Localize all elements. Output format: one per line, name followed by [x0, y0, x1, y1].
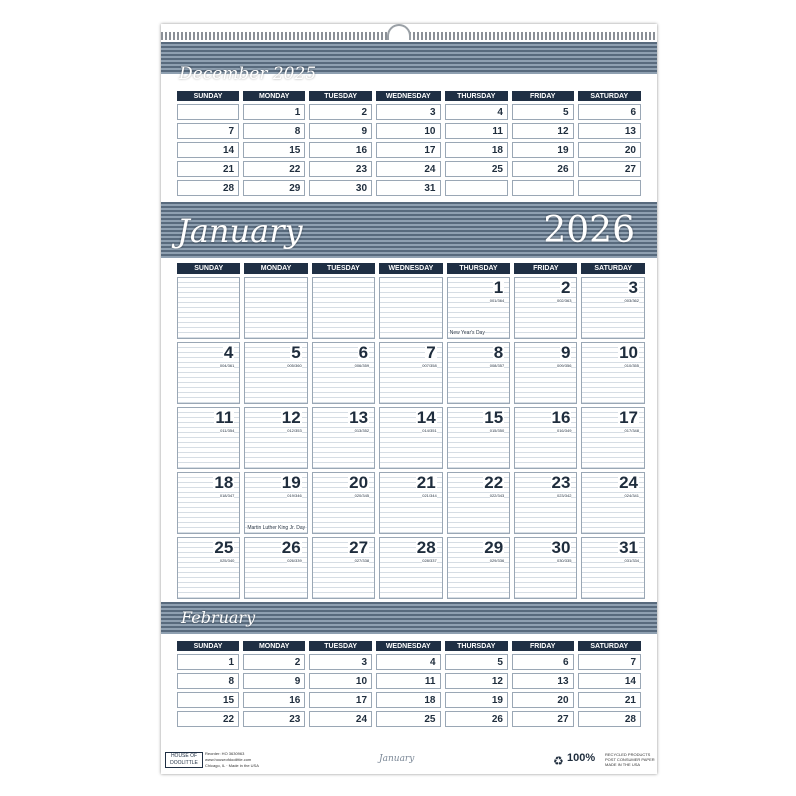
february-day-cell: 22 [177, 711, 239, 727]
december-day-cell: 15 [243, 142, 305, 158]
january-day-cell [379, 537, 443, 599]
day-of-year: 022/343 [489, 493, 505, 498]
february-day-cell: 19 [445, 692, 508, 708]
january-title: January [177, 212, 303, 250]
december-weekday-header: THURSDAY [445, 91, 508, 101]
day-of-year: 027/338 [354, 558, 370, 563]
footer-info [205, 751, 259, 769]
february-day-cell: 1 [177, 654, 239, 670]
january-day-cell [177, 342, 240, 404]
january-day-cell [312, 407, 375, 469]
january-day-cell [244, 342, 307, 404]
february-weekday-header: THURSDAY [445, 641, 508, 651]
day-of-year: 013/352 [354, 428, 370, 433]
february-day-cell: 14 [578, 673, 641, 689]
february-week-row [177, 692, 641, 708]
recycle-percent: 100% [567, 752, 596, 764]
february-weekday-header: TUESDAY [309, 641, 372, 651]
january-weekday-header: MONDAY [244, 263, 307, 274]
february-day-cell: 4 [376, 654, 440, 670]
january-week-row [177, 537, 645, 599]
february-day-cell: 12 [445, 673, 508, 689]
december-day-cell: 14 [177, 142, 239, 158]
day-of-year: 028/337 [422, 558, 437, 563]
day-number: 14 [416, 408, 436, 427]
day-number: 24 [619, 473, 638, 492]
december-day-cell [512, 180, 574, 196]
day-of-year: 018/347 [219, 493, 235, 498]
day-number: 28 [416, 538, 436, 557]
day-of-year: 017/348 [624, 428, 639, 433]
day-number: 11 [215, 408, 234, 427]
february-week-row [177, 711, 641, 727]
january-day-cell [312, 277, 375, 339]
february-day-cell: 17 [309, 692, 372, 708]
january-week-row [177, 407, 645, 469]
december-weekday-header: MONDAY [243, 91, 305, 101]
december-title: December 2025 [179, 64, 317, 84]
day-number: 17 [619, 408, 638, 427]
day-of-year: 009/356 [556, 363, 572, 368]
day-number: 20 [349, 473, 369, 492]
footer-info-line: www.houseofdoolittle.com [205, 757, 252, 762]
day-number: 2 [560, 278, 571, 297]
day-number: 1 [493, 278, 504, 297]
day-of-year: 001/364 [489, 298, 505, 303]
february-day-cell: 3 [309, 654, 372, 670]
december-day-cell: 25 [445, 161, 508, 177]
january-day-cell [312, 472, 375, 534]
day-number: 25 [214, 538, 234, 557]
december-day-cell: 11 [445, 123, 508, 139]
december-day-cell: 16 [309, 142, 372, 158]
day-of-year: 020/345 [354, 493, 370, 498]
december-week-row [177, 161, 641, 177]
day-number: 23 [551, 473, 571, 492]
december-day-cell: 5 [512, 104, 574, 120]
february-day-cell: 5 [445, 654, 508, 670]
day-number: 31 [619, 538, 638, 557]
december-day-cell: 22 [243, 161, 305, 177]
day-number: 8 [493, 343, 504, 362]
day-number: 29 [484, 538, 504, 557]
december-day-cell: 29 [243, 180, 305, 196]
january-day-cell [379, 407, 443, 469]
hanger-icon [387, 24, 411, 40]
january-day-cell [379, 472, 443, 534]
december-day-cell: 10 [376, 123, 440, 139]
january-day-cell [447, 342, 511, 404]
day-number: 13 [349, 408, 369, 427]
december-day-cell: 28 [177, 180, 239, 196]
february-day-cell: 13 [512, 673, 574, 689]
december-day-cell: 20 [578, 142, 641, 158]
day-of-year: 012/353 [287, 428, 302, 433]
day-of-year: 008/357 [489, 363, 505, 368]
december-day-cell: 13 [578, 123, 641, 139]
january-day-cell [447, 537, 511, 599]
december-weekday-header: WEDNESDAY [376, 91, 440, 101]
february-day-cell: 7 [578, 654, 641, 670]
december-day-cell [177, 104, 239, 120]
day-of-year: 014/351 [422, 428, 437, 433]
february-day-cell: 18 [376, 692, 440, 708]
december-day-cell: 27 [578, 161, 641, 177]
day-of-year: 002/363 [556, 298, 572, 303]
day-number: 7 [426, 343, 436, 362]
december-day-cell: 3 [376, 104, 440, 120]
january-day-cell [581, 407, 645, 469]
day-of-year: 007/358 [422, 363, 437, 368]
february-day-cell: 2 [243, 654, 305, 670]
february-weekday-header: FRIDAY [512, 641, 574, 651]
january-day-cell [244, 277, 307, 339]
day-of-year: 030/335 [556, 558, 572, 563]
january-day-cell [244, 472, 307, 534]
february-week-row [177, 673, 641, 689]
january-day-cell [514, 407, 577, 469]
december-day-cell [445, 180, 508, 196]
december-week-row [177, 104, 641, 120]
february-weekday-header: SATURDAY [578, 641, 641, 651]
day-number: 10 [619, 343, 638, 362]
january-day-cell [514, 537, 577, 599]
january-day-cell [177, 277, 240, 339]
january-day-cell [312, 342, 375, 404]
holiday-label: Martin Luther King Jr. Day [247, 525, 306, 531]
day-number: 5 [291, 343, 301, 362]
day-number: 27 [349, 538, 369, 557]
december-day-cell: 9 [309, 123, 372, 139]
day-of-year: 003/362 [624, 298, 639, 303]
day-number: 22 [484, 473, 504, 492]
december-day-cell: 31 [376, 180, 440, 196]
february-day-cell: 25 [376, 711, 440, 727]
february-day-cell: 10 [309, 673, 372, 689]
january-calendar-grid [173, 260, 649, 602]
day-number: 4 [223, 343, 234, 362]
january-weekday-header: THURSDAY [447, 263, 511, 274]
december-week-row [177, 180, 641, 196]
january-weekday-header: TUESDAY [312, 263, 375, 274]
holiday-label: New Year's Day [449, 330, 485, 336]
february-weekday-header: SUNDAY [177, 641, 239, 651]
recycle-note: RECYCLED PRODUCTS POST CONSUMER PAPER MADE IN THE USA [605, 752, 655, 767]
january-day-cell [177, 407, 240, 469]
day-number: 12 [281, 408, 301, 427]
january-day-cell [177, 537, 240, 599]
january-day-cell [514, 472, 577, 534]
february-title: February [181, 608, 256, 627]
february-weekday-header: MONDAY [243, 641, 305, 651]
january-year: 2026 [543, 210, 635, 251]
december-day-cell: 2 [309, 104, 372, 120]
january-weekday-header: FRIDAY [514, 263, 577, 274]
footer-info-line: Chicago, IL · Made in the USA [205, 763, 259, 768]
day-of-year: 023/342 [556, 493, 572, 498]
february-day-cell: 21 [578, 692, 641, 708]
january-day-cell [244, 407, 307, 469]
december-day-cell: 18 [445, 142, 508, 158]
december-day-cell: 1 [243, 104, 305, 120]
day-of-year: 019/346 [287, 493, 302, 498]
february-day-cell: 27 [512, 711, 574, 727]
december-weekday-header: TUESDAY [309, 91, 372, 101]
december-day-cell: 4 [445, 104, 508, 120]
day-of-year: 031/334 [624, 558, 639, 563]
day-of-year: 005/360 [287, 363, 302, 368]
day-of-year: 006/359 [354, 363, 370, 368]
december-day-cell: 30 [309, 180, 372, 196]
day-number: 15 [484, 408, 504, 427]
day-number: 21 [416, 473, 436, 492]
december-day-cell: 6 [578, 104, 641, 120]
footer-month-script: January [379, 754, 415, 764]
january-week-row [177, 472, 645, 534]
day-number: 26 [281, 538, 301, 557]
day-number: 9 [560, 343, 571, 362]
february-day-cell: 15 [177, 692, 239, 708]
january-day-cell [581, 277, 645, 339]
january-weekday-header: SATURDAY [581, 263, 645, 274]
day-number: 30 [551, 538, 571, 557]
december-day-cell: 17 [376, 142, 440, 158]
february-weekday-header: WEDNESDAY [376, 641, 440, 651]
january-weekday-header: SUNDAY [177, 263, 240, 274]
january-day-cell [379, 277, 443, 339]
february-day-cell: 6 [512, 654, 574, 670]
january-day-cell [581, 537, 645, 599]
december-weekday-header: FRIDAY [512, 91, 574, 101]
january-day-cell [447, 407, 511, 469]
day-of-year: 021/344 [422, 493, 437, 498]
december-weekday-header: SUNDAY [177, 91, 239, 101]
december-day-cell: 7 [177, 123, 239, 139]
december-mini-calendar [173, 88, 645, 199]
february-day-cell: 16 [243, 692, 305, 708]
january-day-cell [514, 342, 577, 404]
february-day-cell: 24 [309, 711, 372, 727]
day-number: 3 [628, 278, 638, 297]
february-day-cell: 26 [445, 711, 508, 727]
day-number: 16 [551, 408, 571, 427]
january-day-cell [177, 472, 240, 534]
february-mini-calendar [173, 638, 645, 730]
december-day-cell: 23 [309, 161, 372, 177]
day-of-year: 029/336 [489, 558, 505, 563]
footer-info-line: Reorder: HO 3630963 [205, 751, 245, 756]
day-number: 19 [281, 473, 301, 492]
january-day-cell [244, 537, 307, 599]
december-day-cell: 8 [243, 123, 305, 139]
day-of-year: 011/354 [220, 428, 235, 433]
calendar-footer [161, 748, 657, 774]
january-day-cell [581, 472, 645, 534]
december-week-row [177, 123, 641, 139]
december-day-cell: 19 [512, 142, 574, 158]
january-week-row [177, 342, 645, 404]
february-day-cell: 20 [512, 692, 574, 708]
december-day-cell: 26 [512, 161, 574, 177]
december-day-cell: 21 [177, 161, 239, 177]
december-day-cell: 24 [376, 161, 440, 177]
wall-calendar-page [161, 24, 657, 774]
january-day-cell [447, 472, 511, 534]
december-day-cell: 12 [512, 123, 574, 139]
january-day-cell [312, 537, 375, 599]
day-of-year: 015/350 [489, 428, 505, 433]
february-day-cell: 9 [243, 673, 305, 689]
day-of-year: 004/361 [219, 363, 235, 368]
december-weekday-header: SATURDAY [578, 91, 641, 101]
day-number: 6 [358, 343, 369, 362]
january-day-cell [379, 342, 443, 404]
day-of-year: 010/355 [624, 363, 639, 368]
december-day-cell [578, 180, 641, 196]
january-day-cell [514, 277, 577, 339]
day-number: 18 [214, 473, 234, 492]
day-of-year: 024/341 [624, 493, 639, 498]
january-day-cell [581, 342, 645, 404]
january-week-row [177, 277, 645, 339]
february-week-row [177, 654, 641, 670]
february-day-cell: 11 [376, 673, 440, 689]
recycle-icon: ♻ [553, 754, 564, 768]
day-of-year: 016/349 [556, 428, 572, 433]
february-day-cell: 28 [578, 711, 641, 727]
february-day-cell: 23 [243, 711, 305, 727]
day-of-year: 025/340 [219, 558, 235, 563]
december-week-row [177, 142, 641, 158]
february-day-cell: 8 [177, 673, 239, 689]
brand-logo: HOUSE OF DOOLITTLE [165, 752, 203, 768]
day-of-year: 026/339 [287, 558, 302, 563]
january-day-cell [447, 277, 511, 339]
january-weekday-header: WEDNESDAY [379, 263, 443, 274]
